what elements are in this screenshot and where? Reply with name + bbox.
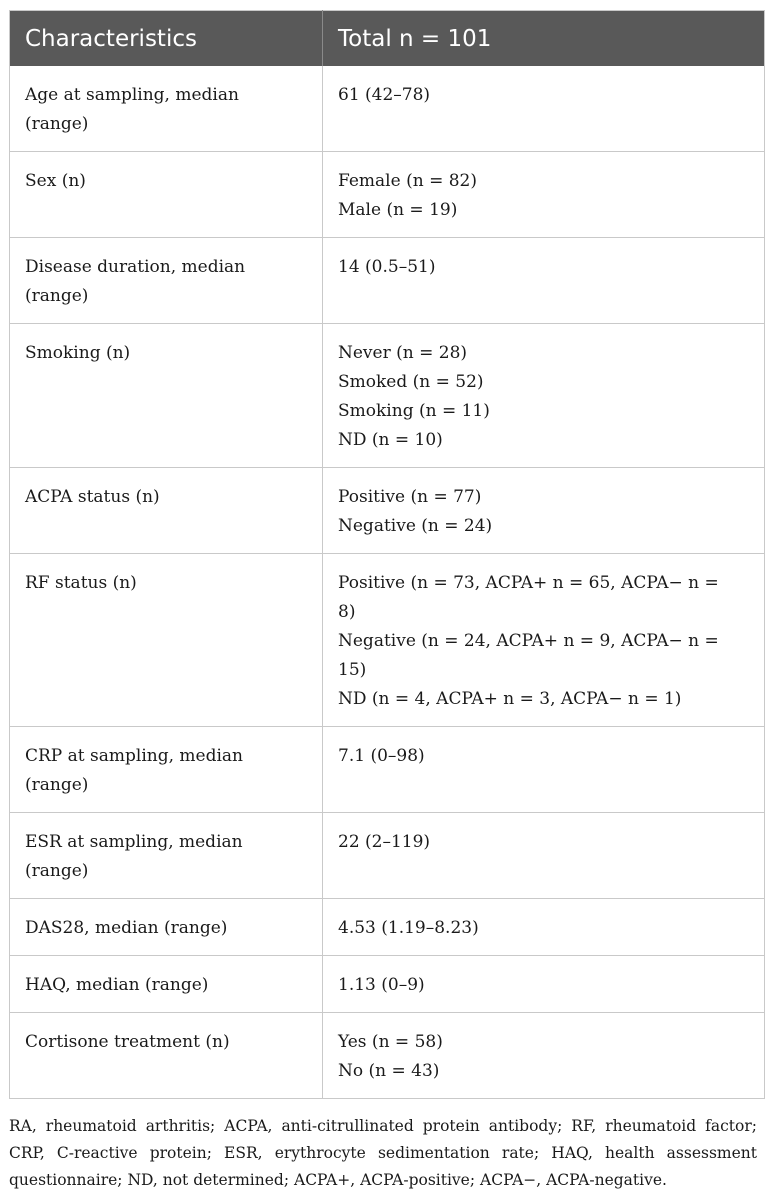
table-row (10, 152, 765, 238)
total-value: Never (n = 28) (338, 343, 468, 363)
table-row (10, 956, 765, 1013)
total-value: Positive (n = 73, ACPA+ n = 65, ACPA− n = (338, 573, 719, 593)
total-value: Smoked (n = 52) (338, 372, 484, 392)
characteristic-cell (10, 324, 323, 468)
table-row (10, 468, 765, 554)
header-characteristics: Characteristics (10, 11, 323, 67)
total-value-cell (323, 324, 765, 468)
total-value: Female (n = 82) (338, 171, 477, 191)
total-value-cell (323, 238, 765, 324)
table-row (10, 324, 765, 468)
total-value-cell (323, 813, 765, 899)
total-value-cell (323, 66, 765, 152)
total-value-cell (323, 152, 765, 238)
characteristic-cell (10, 554, 323, 727)
characteristic-label: HAQ, median (range) (25, 975, 209, 995)
total-value: 22 (2–119) (338, 832, 431, 852)
table-row (10, 727, 765, 813)
table-row (10, 813, 765, 899)
characteristic-cell (10, 727, 323, 813)
total-value: 4.53 (1.19–8.23) (338, 918, 479, 938)
characteristics-table (9, 10, 765, 1099)
total-value: Negative (n = 24) (338, 516, 493, 536)
table-row (10, 554, 765, 727)
characteristic-cell (10, 152, 323, 238)
characteristic-label: RF status (n) (25, 573, 137, 593)
total-value-cell (323, 727, 765, 813)
characteristic-cell (10, 1013, 323, 1099)
characteristic-cell (10, 899, 323, 956)
table-footnote: RA, rheumatoid arthritis; ACPA, anti-citrullinated protein antibody; RF, rheumatoid factor; CRP, C-reactive protein; ESR, erythrocyte sedimentation rate; HAQ, health assessment questionnaire; ND, not determined; ACPA+, ACPA-positive; ACPA−, ACPA-negative. (9, 1117, 757, 1189)
total-value: Male (n = 19) (338, 200, 458, 220)
characteristic-cell (10, 66, 323, 152)
characteristic-label: ESR at sampling, median (25, 832, 243, 852)
total-value: Positive (n = 77) (338, 487, 482, 507)
total-value: 8) (338, 602, 356, 622)
characteristic-cell (10, 813, 323, 899)
total-value: 15) (338, 660, 367, 680)
table-header-row (10, 11, 765, 67)
characteristic-cell (10, 238, 323, 324)
total-value: Yes (n = 58) (338, 1032, 443, 1052)
characteristic-label: ACPA status (n) (25, 487, 160, 507)
characteristic-label: (range) (25, 286, 89, 306)
table-row (10, 899, 765, 956)
total-value: 14 (0.5–51) (338, 257, 436, 277)
total-value: ND (n = 10) (338, 430, 443, 450)
total-value: ND (n = 4, ACPA+ n = 3, ACPA− n = 1) (338, 689, 682, 709)
total-value: Negative (n = 24, ACPA+ n = 9, ACPA− n = (338, 631, 719, 651)
characteristic-label: Sex (n) (25, 171, 86, 191)
table-row (10, 238, 765, 324)
characteristic-label: (range) (25, 775, 89, 795)
table-row (10, 1013, 765, 1099)
total-value-cell (323, 956, 765, 1013)
total-value-cell (323, 554, 765, 727)
total-value-cell (323, 899, 765, 956)
total-value: No (n = 43) (338, 1061, 440, 1081)
table-body (10, 66, 765, 1099)
characteristic-label: Smoking (n) (25, 343, 131, 363)
characteristic-label: Age at sampling, median (25, 85, 239, 105)
characteristic-cell (10, 956, 323, 1013)
characteristic-cell (10, 468, 323, 554)
total-value: 61 (42–78) (338, 85, 431, 105)
characteristic-label: DAS28, median (range) (25, 918, 228, 938)
total-value-cell (323, 468, 765, 554)
characteristic-label: Cortisone treatment (n) (25, 1032, 230, 1052)
characteristic-label: Disease duration, median (25, 257, 246, 277)
characteristic-label: (range) (25, 114, 89, 134)
total-value: 7.1 (0–98) (338, 746, 425, 766)
header-total: Total n = 101 (323, 11, 765, 67)
total-value: Smoking (n = 11) (338, 401, 490, 421)
characteristic-label: (range) (25, 861, 89, 881)
table-row (10, 66, 765, 152)
total-value-cell (323, 1013, 765, 1099)
total-value: 1.13 (0–9) (338, 975, 425, 995)
characteristic-label: CRP at sampling, median (25, 746, 243, 766)
